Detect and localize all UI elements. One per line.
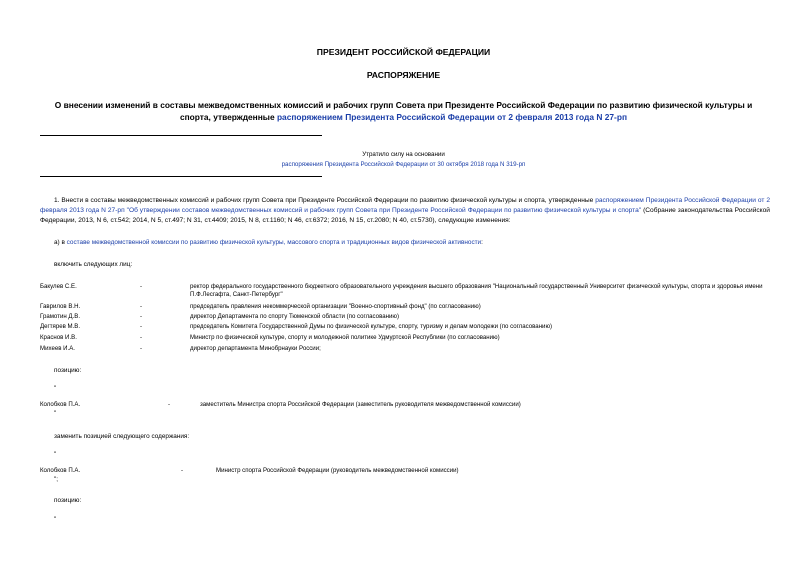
member-row bbox=[40, 323, 770, 333]
divider-top bbox=[40, 135, 322, 136]
paragraph-1-text-a: 1. Внести в составы межведомственных комиссий и рабочих групп Совета при Президенте Российской Федерации по развитию физической культуры и спорта, утвержденные bbox=[54, 197, 596, 204]
member-dash: - bbox=[140, 345, 143, 352]
member-dash: - bbox=[140, 303, 143, 310]
member-row bbox=[40, 345, 770, 355]
member-dash: - bbox=[140, 313, 143, 320]
document-title bbox=[40, 99, 767, 123]
kolobkov-old-name: Колобков П.А. bbox=[40, 401, 81, 408]
member-row bbox=[40, 313, 770, 323]
member-name: Краснов И.В. bbox=[40, 334, 77, 341]
member-name: Михеев И.А. bbox=[40, 345, 75, 352]
kolobkov-new-position: Министр спорта Российской Федерации (руководитель межведомственной комиссии) bbox=[216, 467, 459, 474]
item-a-prefix: а) в bbox=[54, 239, 67, 246]
quote-close-2: "; bbox=[54, 476, 59, 483]
member-dash: - bbox=[140, 323, 143, 330]
quote-open-2: " bbox=[54, 451, 57, 458]
quote-open: " bbox=[54, 385, 57, 392]
quote-open-3: " bbox=[54, 516, 57, 523]
member-name: Гаврилов В.Н. bbox=[40, 303, 81, 310]
kolobkov-new-row bbox=[40, 467, 770, 477]
paragraph-1-text-b: (Собрание законодательства Российской Федерации, 2013, N 6, ст.542; 2014, N 5, ст.497; N 31, ст.4409; 2015, N 8, ст.1160; N 46, ст.6372; 2016, N 15, ст.2080; N 40, ст.5730), следующие изменения: bbox=[40, 207, 770, 224]
lost-force-notice bbox=[0, 150, 807, 170]
member-dash: - bbox=[140, 334, 143, 341]
member-position: директор Департамента по спорту Тюменской области (по согласованию) bbox=[190, 313, 399, 320]
lost-force-text: Утратило силу на основании bbox=[362, 151, 445, 158]
item-a bbox=[54, 239, 483, 246]
kolobkov-old-dash: - bbox=[168, 401, 171, 408]
title-text: О внесении изменений в составы межведомственных комиссий и рабочих групп Совета при Президенте Российской Федерации по развитию физической культуры и спорта, утвержденные bbox=[54, 100, 753, 122]
member-row bbox=[40, 303, 770, 313]
member-position: Министр по физической культуре, спорту и молодежной политике Удмуртской Республики (по согласованию) bbox=[190, 334, 500, 341]
position-label: позицию: bbox=[54, 367, 82, 374]
member-position: председатель Комитета Государственной Думы по физической культуре, спорту, туризму и делам молодежи (по согласованию) bbox=[190, 323, 553, 330]
member-dash: - bbox=[140, 283, 143, 290]
president-heading: ПРЕЗИДЕНТ РОССИЙСКОЙ ФЕДЕРАЦИИ bbox=[316, 47, 491, 57]
member-position: ректор федерального государственного бюджетного образовательного учреждения высшего образования "Национальный государственный Университет физической культуры, спорта и здоровья имени П.Ф.Лесгафта, Санкт-Петербург" bbox=[190, 283, 763, 298]
kolobkov-new-name: Колобков П.А. bbox=[40, 467, 81, 474]
member-name: Грамотин Д.В. bbox=[40, 313, 81, 320]
divider-bottom bbox=[40, 176, 322, 177]
title-link[interactable]: распоряжением Президента Российской Федерации от 2 февраля 2013 года N 27-рп bbox=[276, 112, 628, 122]
replace-label: заменить позицией следующего содержания: bbox=[54, 433, 190, 440]
member-name: Бакулев С.Е. bbox=[40, 283, 77, 290]
position-label-2: позицию: bbox=[54, 497, 82, 504]
kolobkov-old-row bbox=[40, 401, 770, 411]
member-row bbox=[40, 334, 770, 344]
paragraph-1-link[interactable]: распоряжением Президента Российской Федерации от 2 февраля 2013 года N 27-рп "Об утверждении составов межведомственных комиссий и рабочих групп Совета при Президенте Российской Федерации по развитию физической культуры и спорта" bbox=[40, 197, 770, 214]
member-name: Дегтярев М.В. bbox=[40, 323, 81, 330]
member-position: директор департамента Минобрнауки России; bbox=[190, 345, 321, 352]
kolobkov-new-dash: - bbox=[181, 467, 184, 474]
kolobkov-old-position: заместитель Министра спорта Российской Федерации (заместитель руководителя межведомственной комиссии) bbox=[200, 401, 521, 408]
item-a-suffix: : bbox=[481, 239, 483, 246]
paragraph-1 bbox=[40, 196, 770, 226]
member-row bbox=[40, 283, 770, 298]
item-a-link[interactable]: составе межведомственной комиссии по развитию физической культуры, массового спорта и традиционных видов физической активности bbox=[66, 239, 482, 246]
member-position: председатель правления некоммерческой организации "Военно-спортивный фонд" (по согласованию) bbox=[190, 303, 481, 310]
document-type-heading: РАСПОРЯЖЕНИЕ bbox=[366, 70, 441, 80]
quote-close: " bbox=[54, 410, 57, 417]
lost-force-link[interactable]: распоряжения Президента Российской Федерации от 30 октября 2018 года N 319-рп bbox=[281, 161, 526, 168]
include-label: включить следующих лиц: bbox=[54, 261, 133, 268]
